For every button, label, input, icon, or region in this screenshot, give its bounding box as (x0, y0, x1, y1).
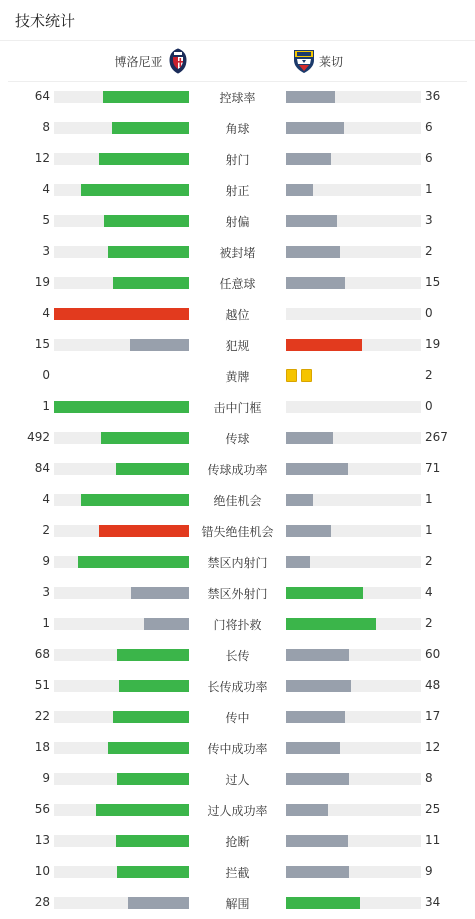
away-bar-track (286, 277, 421, 289)
home-bar-fill (81, 494, 189, 506)
away-bar-fill (286, 339, 362, 351)
stat-label: 犯规 (225, 339, 250, 353)
home-bar-track (54, 401, 189, 413)
away-bar-fill (286, 122, 344, 134)
away-value: 3 (425, 213, 433, 227)
stat-row (0, 515, 475, 546)
home-value: 22 (34, 709, 50, 723)
home-bar-fill (119, 680, 189, 692)
away-bar-track (286, 401, 421, 413)
home-value: 10 (34, 864, 50, 878)
home-bar-fill (54, 401, 189, 413)
home-bar-track (54, 618, 189, 630)
stat-row (0, 608, 475, 639)
away-bar-track (286, 742, 421, 754)
away-value: 34 (425, 895, 441, 909)
home-bar-fill (116, 463, 189, 475)
away-value: 1 (425, 523, 433, 537)
home-bar-track (54, 308, 189, 320)
home-value: 28 (34, 895, 50, 909)
away-bar-fill (286, 494, 313, 506)
stat-label: 传中 (225, 711, 250, 725)
stat-label: 黄牌 (225, 370, 250, 384)
away-bar-fill (286, 525, 331, 537)
away-team-name: 莱切 (319, 55, 344, 69)
away-bar-track (286, 649, 421, 661)
stat-label: 抢断 (225, 835, 250, 849)
home-bar-fill (78, 556, 189, 568)
away-bar-track (286, 215, 421, 227)
stat-label: 传中成功率 (207, 742, 268, 756)
away-value: 19 (425, 337, 441, 351)
stat-row (0, 391, 475, 422)
home-bar-track (54, 215, 189, 227)
stat-label: 拦截 (225, 866, 250, 880)
away-bar-track (286, 339, 421, 351)
home-bar-track (54, 649, 189, 661)
stat-row (0, 732, 475, 763)
away-bar-fill (286, 711, 345, 723)
stat-row (0, 856, 475, 887)
away-bar-fill (286, 866, 349, 878)
away-value: 267 (425, 430, 448, 444)
stat-label: 被封堵 (219, 246, 256, 260)
home-bar-fill (116, 835, 189, 847)
stat-label: 长传成功率 (207, 680, 268, 694)
home-bar-track (54, 587, 189, 599)
home-bar-track (54, 711, 189, 723)
away-bar-track (286, 587, 421, 599)
home-bar-track (54, 680, 189, 692)
home-bar-track (54, 463, 189, 475)
away-bar-track (286, 804, 421, 816)
home-bar-fill (103, 91, 189, 103)
away-bar-track (286, 711, 421, 723)
away-bar-fill (286, 742, 340, 754)
away-value: 4 (425, 585, 433, 599)
away-bar-track (286, 556, 421, 568)
home-value: 18 (34, 740, 50, 754)
stat-row (0, 577, 475, 608)
home-bar-track (54, 277, 189, 289)
home-value: 19 (34, 275, 50, 289)
lecce-crest-icon (293, 48, 315, 74)
away-bar-track (286, 91, 421, 103)
away-bar-fill (286, 153, 331, 165)
away-value: 1 (425, 492, 433, 506)
away-bar-track (286, 308, 421, 320)
away-bar-track (286, 494, 421, 506)
away-value: 0 (425, 306, 433, 320)
stat-row (0, 546, 475, 577)
stat-row (0, 794, 475, 825)
stats-header (0, 0, 475, 41)
home-bar-fill (99, 525, 189, 537)
away-value: 0 (425, 399, 433, 413)
stat-label: 解围 (225, 897, 250, 911)
home-value: 15 (34, 337, 50, 351)
away-value: 2 (425, 554, 433, 568)
away-value: 60 (425, 647, 441, 661)
away-bar-fill (286, 773, 349, 785)
away-value: 2 (425, 368, 433, 382)
stat-row (0, 453, 475, 484)
home-value: 8 (42, 120, 50, 134)
home-bar-fill (117, 773, 189, 785)
away-bar-track (286, 246, 421, 258)
home-bar-fill (81, 184, 189, 196)
home-value: 51 (34, 678, 50, 692)
stat-label: 长传 (225, 649, 250, 663)
home-bar-track (54, 153, 189, 165)
away-value: 6 (425, 120, 433, 134)
away-value: 17 (425, 709, 441, 723)
home-bar-fill (117, 866, 189, 878)
home-value: 3 (42, 244, 50, 258)
home-bar-fill (101, 432, 189, 444)
home-bar-fill (117, 649, 189, 661)
home-bar-track (54, 339, 189, 351)
home-bar-fill (112, 122, 189, 134)
home-value: 1 (42, 399, 50, 413)
home-bar-track (54, 897, 189, 909)
home-bar-fill (54, 308, 189, 320)
away-value: 15 (425, 275, 441, 289)
stat-label: 错失绝佳机会 (201, 525, 274, 539)
away-bar-track (286, 866, 421, 878)
home-value: 492 (27, 430, 50, 444)
stat-label: 禁区外射门 (207, 587, 268, 601)
stat-row (0, 670, 475, 701)
away-bar-fill (286, 463, 348, 475)
stat-row (0, 484, 475, 515)
away-bar-track (286, 184, 421, 196)
home-bar-fill (113, 277, 189, 289)
home-value: 9 (42, 554, 50, 568)
home-bar-track (54, 773, 189, 785)
stat-label: 过人 (225, 773, 250, 787)
stat-row (0, 236, 475, 267)
stat-row (0, 763, 475, 794)
stat-row (0, 329, 475, 360)
away-bar-fill (286, 91, 335, 103)
home-bar-track (54, 804, 189, 816)
away-value: 48 (425, 678, 441, 692)
away-bar-fill (286, 835, 348, 847)
away-bar-fill (286, 215, 337, 227)
stat-label: 控球率 (219, 91, 256, 105)
home-bar-track (54, 866, 189, 878)
away-bar-track (286, 153, 421, 165)
home-value: 4 (42, 182, 50, 196)
away-value: 8 (425, 771, 433, 785)
home-bar-track (54, 742, 189, 754)
away-value: 9 (425, 864, 433, 878)
home-bar-fill (113, 711, 189, 723)
stat-label: 射偏 (225, 215, 250, 229)
stat-label: 过人成功率 (207, 804, 268, 818)
home-bar-track (54, 835, 189, 847)
away-bar-fill (286, 804, 328, 816)
home-value: 0 (42, 368, 50, 382)
away-bar-track (286, 432, 421, 444)
stat-label: 任意球 (219, 277, 256, 291)
home-value: 9 (42, 771, 50, 785)
home-bar-fill (144, 618, 189, 630)
away-bar-fill (286, 649, 349, 661)
stat-row (0, 825, 475, 856)
stat-row (0, 360, 475, 391)
away-value: 11 (425, 833, 441, 847)
stat-label: 击中门框 (213, 401, 262, 415)
home-value: 64 (34, 89, 50, 103)
away-bar-track (286, 463, 421, 475)
away-bar-fill (286, 618, 376, 630)
away-value: 36 (425, 89, 441, 103)
stat-label: 射正 (225, 184, 250, 198)
home-bar-track (54, 525, 189, 537)
home-team-name: 博洛尼亚 (114, 55, 163, 69)
away-value: 71 (425, 461, 441, 475)
home-bar-fill (131, 587, 189, 599)
away-bar-fill (286, 680, 351, 692)
away-bar-fill (286, 556, 310, 568)
home-bar-fill (108, 742, 189, 754)
home-bar-fill (96, 804, 189, 816)
stat-label: 门将扑救 (213, 618, 262, 632)
home-bar-fill (104, 215, 189, 227)
home-bar-track (54, 246, 189, 258)
stat-row (0, 112, 475, 143)
away-value: 25 (425, 802, 441, 816)
stat-row (0, 143, 475, 174)
home-bar-fill (128, 897, 189, 909)
away-bar-fill (286, 277, 345, 289)
stat-label: 射门 (225, 153, 250, 167)
away-value: 6 (425, 151, 433, 165)
team-header (8, 41, 467, 82)
away-bar-fill (286, 184, 313, 196)
stat-row (0, 267, 475, 298)
home-value: 84 (34, 461, 50, 475)
home-value: 4 (42, 306, 50, 320)
stat-row (0, 81, 475, 112)
away-bar-fill (286, 432, 333, 444)
away-bar-fill (286, 587, 363, 599)
home-value: 68 (34, 647, 50, 661)
home-bar-track (54, 556, 189, 568)
home-bar-track (54, 91, 189, 103)
stat-label: 传球 (225, 432, 250, 446)
stat-row (0, 422, 475, 453)
home-value: 13 (34, 833, 50, 847)
home-value: 4 (42, 492, 50, 506)
away-bar-track (286, 897, 421, 909)
away-bar-track (286, 122, 421, 134)
stat-row (0, 887, 475, 918)
away-bar-track (286, 618, 421, 630)
away-value: 1 (425, 182, 433, 196)
stat-row (0, 205, 475, 236)
stat-label: 角球 (225, 122, 250, 136)
home-bar-fill (99, 153, 189, 165)
away-value: 2 (425, 244, 433, 258)
away-bar-fill (286, 897, 360, 909)
home-value: 2 (42, 523, 50, 537)
yellow-card-icon (286, 369, 297, 382)
stat-row (0, 174, 475, 205)
home-value: 1 (42, 616, 50, 630)
home-bar-fill (130, 339, 189, 351)
away-bar-track (286, 835, 421, 847)
home-bar-track (54, 432, 189, 444)
bologna-crest-icon (169, 48, 187, 74)
stat-row (0, 639, 475, 670)
stat-label: 越位 (225, 308, 250, 322)
home-bar-track (54, 494, 189, 506)
home-value: 3 (42, 585, 50, 599)
home-bar-fill (108, 246, 189, 258)
away-value: 2 (425, 616, 433, 630)
stat-label: 绝佳机会 (213, 494, 262, 508)
home-bar-track (54, 184, 189, 196)
stat-label: 禁区内射门 (207, 556, 268, 570)
home-value: 12 (34, 151, 50, 165)
away-bar-track (286, 773, 421, 785)
stat-label: 传球成功率 (207, 463, 268, 477)
away-value: 12 (425, 740, 441, 754)
page-title: 技术统计 (15, 12, 76, 30)
home-bar-track (54, 122, 189, 134)
away-bar-fill (286, 246, 340, 258)
away-bar-track (286, 680, 421, 692)
stat-row (0, 298, 475, 329)
home-value: 56 (34, 802, 50, 816)
away-bar-track (286, 525, 421, 537)
yellow-card-icon (301, 369, 312, 382)
home-value: 5 (42, 213, 50, 227)
stat-row (0, 701, 475, 732)
